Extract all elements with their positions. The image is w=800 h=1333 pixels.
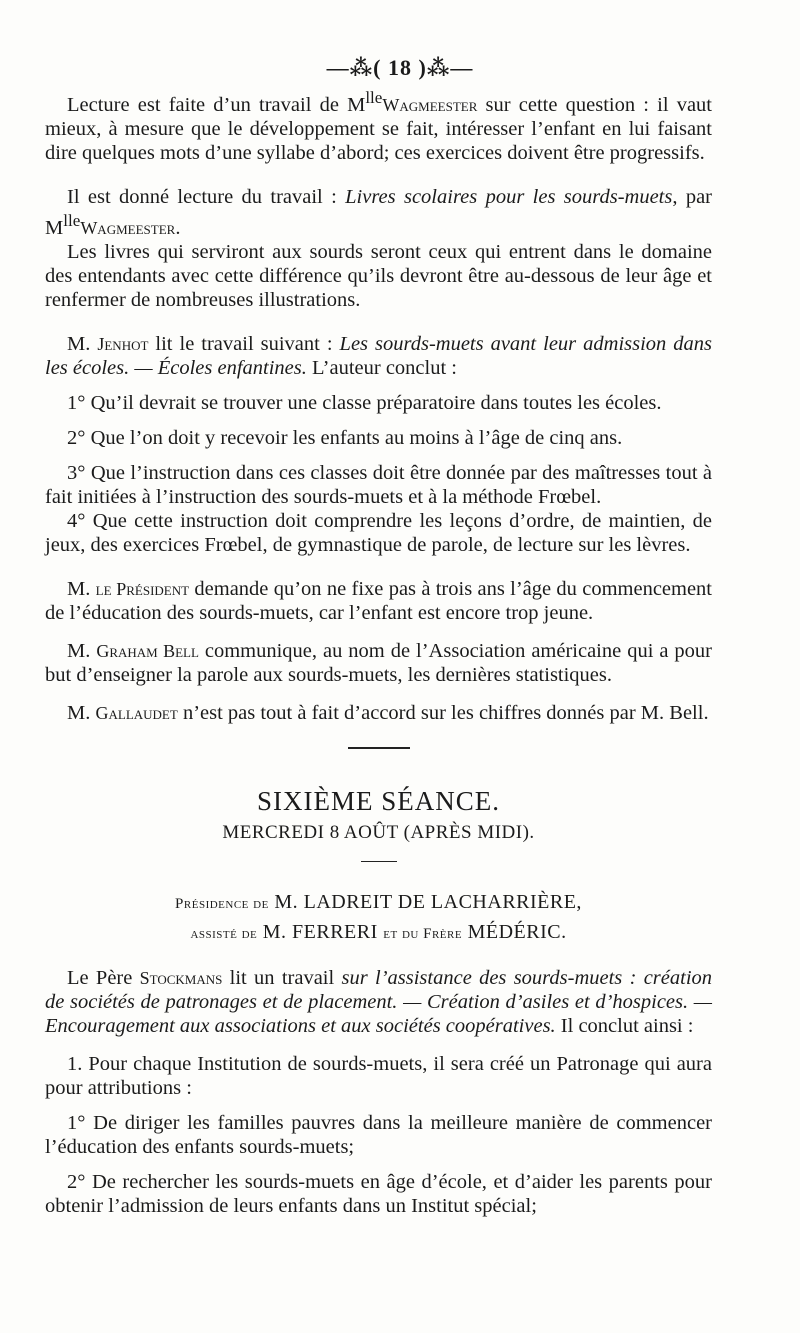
list-item-conclusion-3: 3° Que l’instruction dans ces classes doit être donnée par des maîtresses tout à fait initiées à l’instruction des sourds-muets et à la méthode Frœbel. <box>45 461 712 508</box>
person-name: Graham Bell <box>96 640 199 661</box>
presidence-line: Présidence de M. LADREIT DE LACHARRIÈRE, <box>175 891 582 914</box>
person-name: Gallaudet <box>95 702 178 723</box>
page-body <box>45 86 712 1218</box>
person-name: Jenhot <box>97 333 149 354</box>
list-item-attribution-2: 2° De rechercher les sourds-muets en âge d’école, et d’aider les parents pour obtenir l’admission de leurs enfants dans un Institut spécial; <box>45 1171 712 1218</box>
paragraph-livres-sourds: Les livres qui serviront aux sourds seront ceux qui entrent dans le domaine des entendants avec cette différence qu’ils devront être au-dessous de leur âge et renfermer de nombreuses illustrations. <box>45 240 712 311</box>
person-name: Stockmans <box>139 968 223 989</box>
subtitle-divider <box>361 861 397 863</box>
section-divider <box>348 747 410 749</box>
paragraph-gallaudet: M. Gallaudet n’est pas tout à fait d’accord sur les chiffres donnés par M. Bell. <box>67 701 709 724</box>
person-name: Wagmeester <box>80 217 176 238</box>
list-item-conclusion-1: 1° Qu’il devrait se trouver une classe préparatoire dans toutes les écoles. <box>67 391 662 414</box>
list-item-attribution-1: 1° De diriger les familles pauvres dans la meilleure manière de commencer l’éducation des enfants sourds-muets; <box>45 1112 712 1159</box>
assistants-line: assisté de M. FERRERI et du Frère MÉDÉRIC. <box>190 921 567 944</box>
paragraph-president: M. le Président demande qu’on ne fixe pas à trois ans l’âge du commencement de l’éducation des sourds-muets, car l’enfant est encore trop jeune. <box>45 577 713 624</box>
section-title: SIXIÈME SÉANCE. <box>257 785 500 816</box>
list-item-conclusion-2: 2° Que l’on doit y recevoir les enfants au moins à l’âge de cinq ans. <box>67 426 623 449</box>
person-name: Wagmeester <box>382 94 478 115</box>
page-header: —⁂( 18 )⁂— <box>326 55 474 80</box>
paragraph-graham-bell: M. Graham Bell communique, au nom de l’Association américaine qui a pour but d’enseigner la parole aux sourds-muets, les dernières statistiques. <box>45 639 712 686</box>
section-subtitle: MERCREDI 8 AOÛT (APRÈS MIDI). <box>222 821 535 843</box>
person-name: le Président <box>95 578 190 599</box>
paragraph-patronage: 1. Pour chaque Institution de sourds-muets, il sera créé un Patronage qui aura pour attributions : <box>45 1053 712 1100</box>
paragraph-livres-scolaires: Il est donné lecture du travail : Livres scolaires pour les sourds-muets, par $M^{lle}Wagmeester$. <box>45 185 713 239</box>
list-item-conclusion-4: 4° Que cette instruction doit comprendre les leçons d’ordre, de maintien, de jeux, des exercices Frœbel, de gymnastique de parole, de lecture sur les lèvres. <box>45 509 712 556</box>
paragraph-jenhot: M. Jenhot lit le travail suivant : Les sourds-muets avant leur admission dans les écoles. — Écoles enfantines. L’auteur conclut : <box>45 332 713 379</box>
paragraph-stockmans: Le Père Stockmans lit un travail sur l’assistance des sourds-muets : création de sociétés de patronages et de placement. — Création d’asiles et d’hospices. — Encouragement aux associations et aux sociétés coopératives. Il conclut ainsi : <box>45 967 713 1038</box>
paragraph-wagmeester-lecture: Lecture est faite d’un travail de $M^{lle}Wagmeester$ sur cette question : il vaut mieux, à mesure que le développement se fait, intéresser l’enfant en lui faisant dire quelques mots d’une syllabe d’abord; ces exercices doivent être progressifs. <box>45 88 712 164</box>
